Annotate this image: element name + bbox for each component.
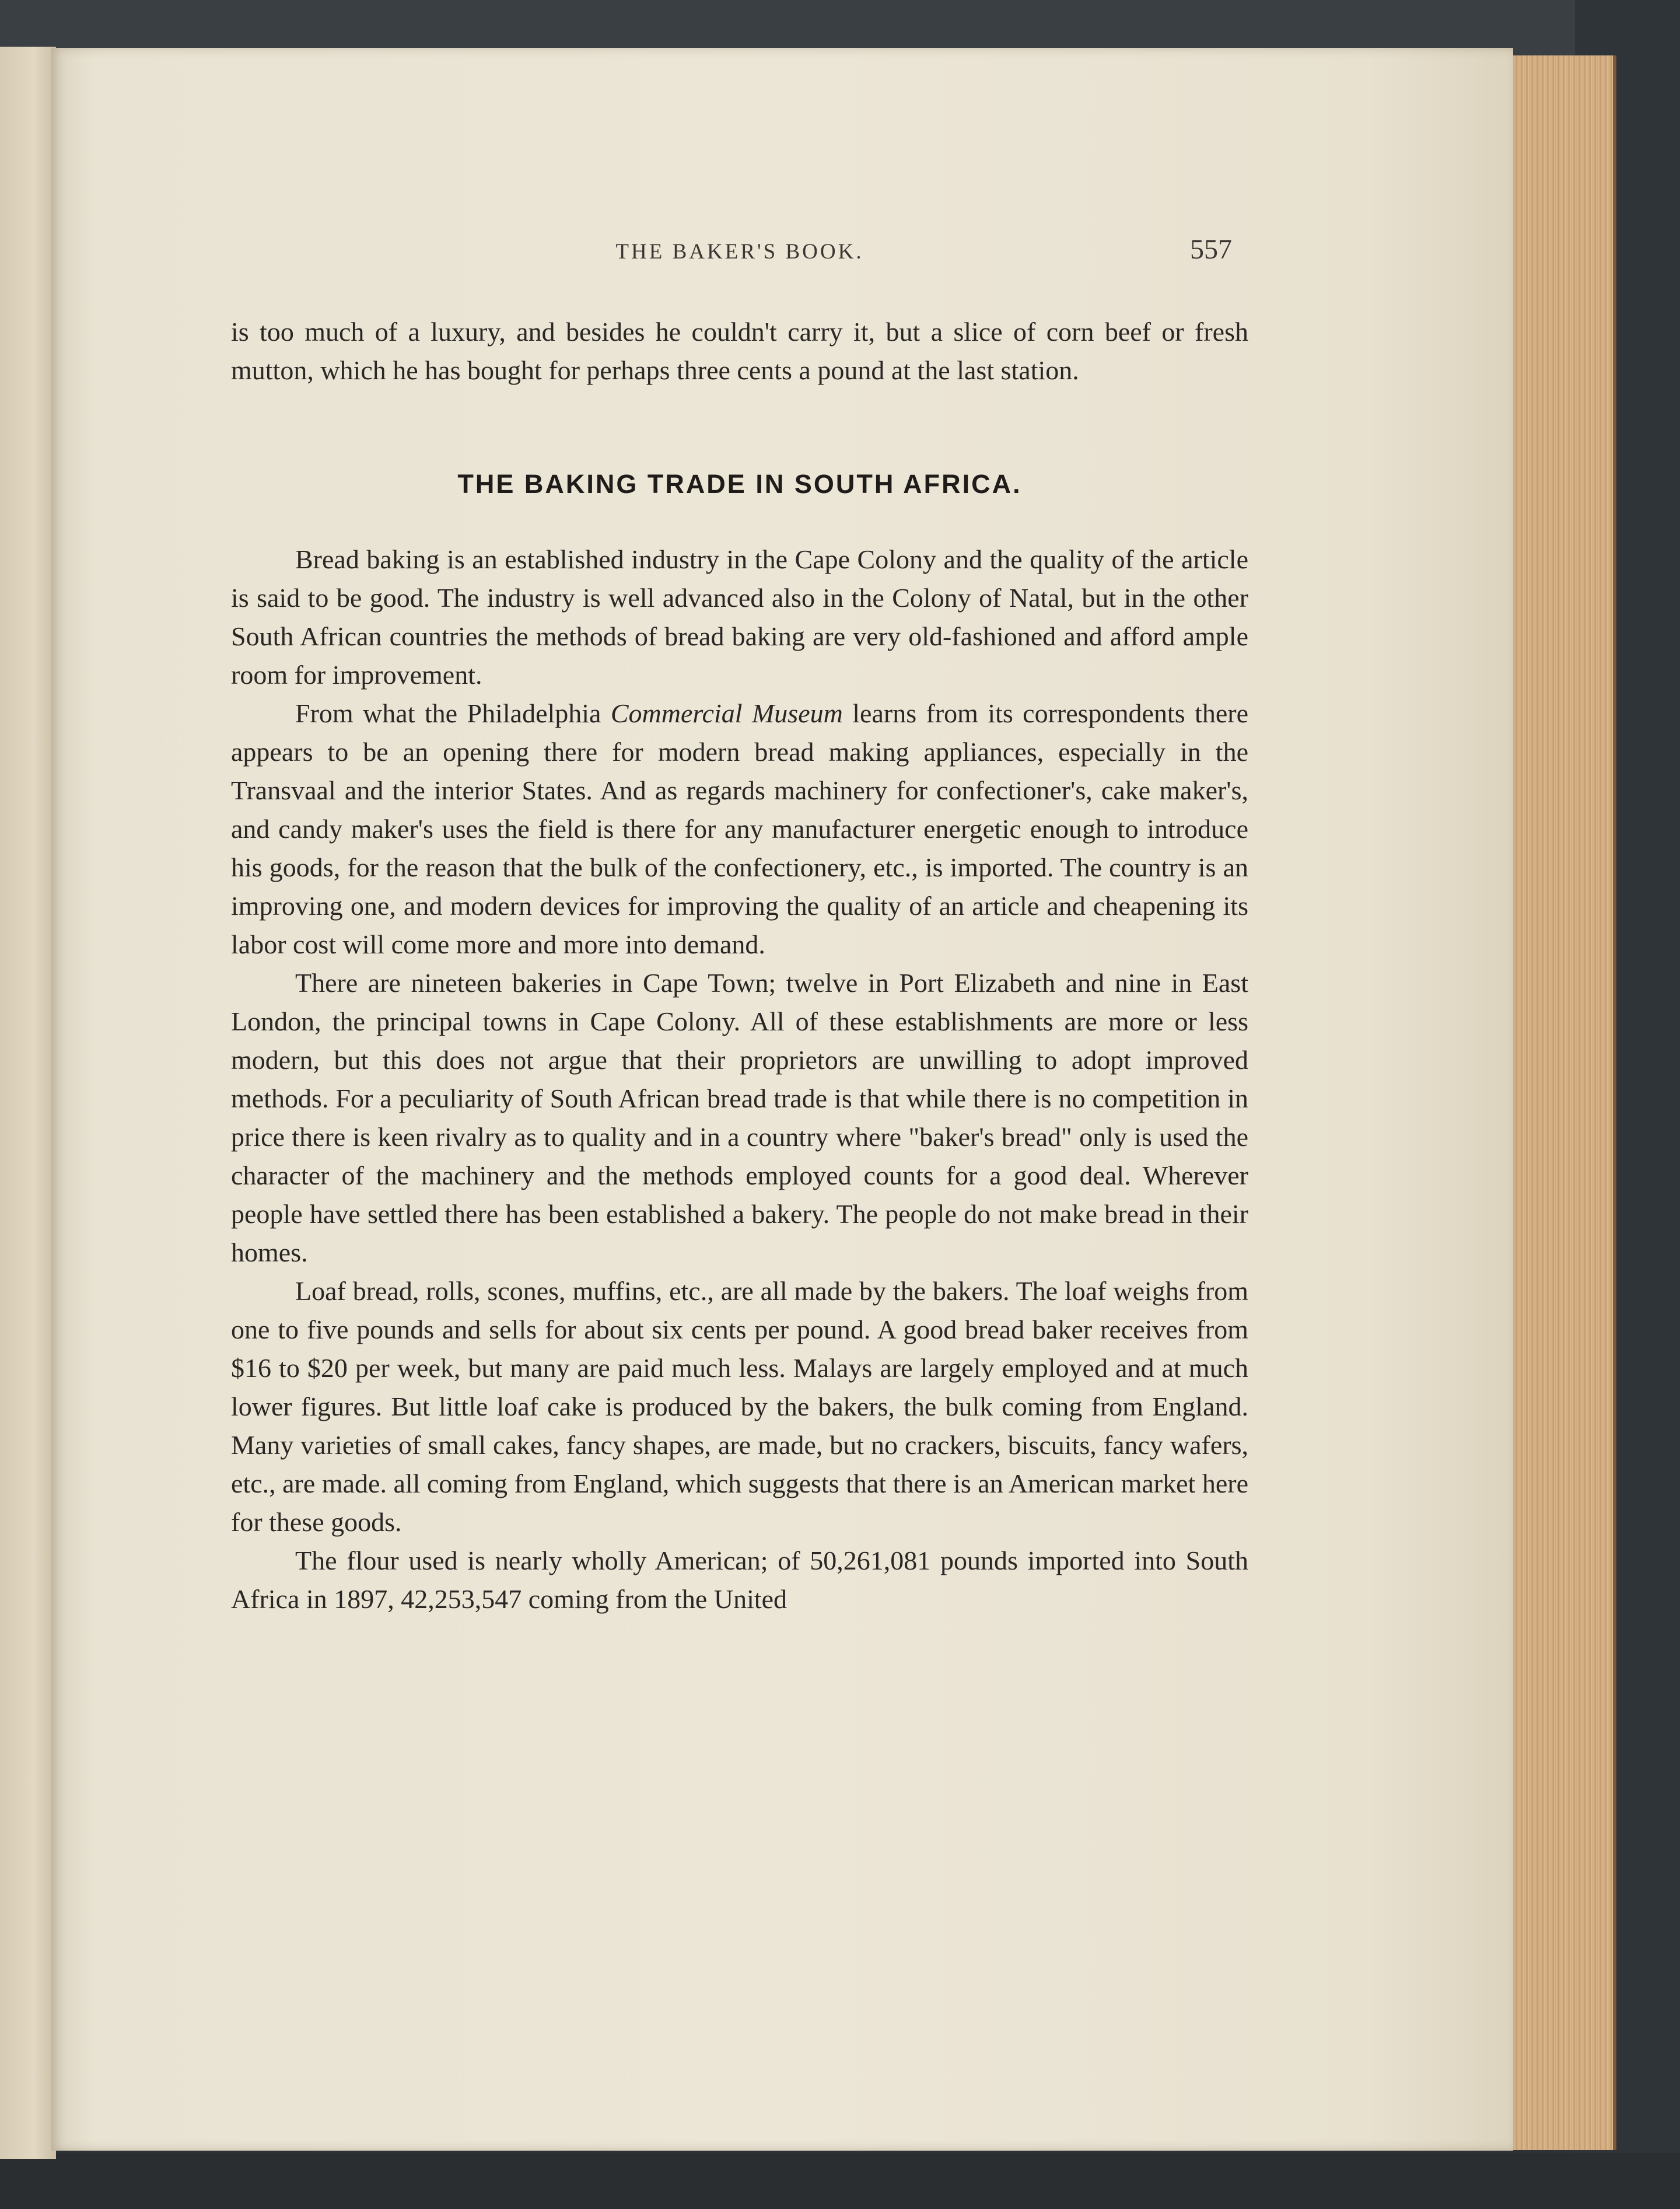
running-title: THE BAKER'S BOOK. xyxy=(615,240,864,264)
paragraph-1: Bread baking is an established industry in the Cape Colony and the quality of the article is said to be good. The industry is well advanced also in the Colony of Natal, but in the other South African countries the methods of bread baking are very old-fashioned and afford ample room for improvement. xyxy=(231,544,1248,690)
paragraph-4: Loaf bread, rolls, scones, muffins, etc., are all made by the bakers. The loaf weighs from one to five pounds and sells for about six cents per pound. A good bread baker receives from $16 to $20 per week, but many are paid much less. Malays are largely employed and at much lower figures. But little loaf cake is produced by the bakers, the bulk coming from England. Many varieties of small cakes, fancy shapes, are made, but no crackers, biscuits, fancy wafers, etc., are made. all coming from England, which suggests that there is an American market here for these goods. xyxy=(231,1276,1248,1537)
book-cover-bottom xyxy=(0,2153,1680,2209)
paragraph-2-before: From what the Philadelphia xyxy=(295,698,611,728)
paragraph-2-after: learns from its correspondents there appears to be an opening there for modern bread making appliances, especially in the Transvaal and the interior States. And as regards machinery for confectioner's, cake maker's, and candy maker's uses the field is there for any manufacturer energetic enough to introduce his goods, for the reason that the bulk of the confectionery, etc., is imported. The country is an improving one, and modern devices for improving the quality of an article and cheapening its labor cost will come more and more into demand. xyxy=(231,698,1248,959)
paragraph-2 xyxy=(231,694,1248,964)
page-number: 557 xyxy=(1190,234,1232,265)
facing-page-edge xyxy=(0,47,56,2159)
paragraph-3: There are nineteen bakeries in Cape Town; twelve in Port Elizabeth and nine in East London, the principal towns in Cape Colony. All of these establishments are more or less modern, but this does not argue that their proprietors are unwilling to adopt improved methods. For a peculiarity of South African bread trade is that while there is no competition in price there is keen rivalry as to quality and in a country where "baker's bread" only is used the character of the machinery and the methods employed counts for a good deal. Wherever people have settled there has been established a bakery. The people do not make bread in their homes. xyxy=(231,968,1248,1267)
paragraph-5: The flour used is nearly wholly American; of 50,261,081 pounds imported into South Africa in 1897, 42,253,547 coming from the United xyxy=(231,1546,1248,1614)
running-head xyxy=(231,233,1248,274)
section-heading: THE BAKING TRADE IN SOUTH AFRICA. xyxy=(457,469,1022,499)
page-stack-edge xyxy=(1508,55,1616,2150)
page-text-block xyxy=(231,233,1248,1619)
book-cover-top xyxy=(0,0,1680,55)
paragraph-2-italic: Commercial Museum xyxy=(610,698,843,728)
intro-paragraph: is too much of a luxury, and besides he couldn't carry it, but a slice of corn beef or fresh mutton, which he has bought for perhaps three cents a pound at the last station. xyxy=(231,317,1248,385)
